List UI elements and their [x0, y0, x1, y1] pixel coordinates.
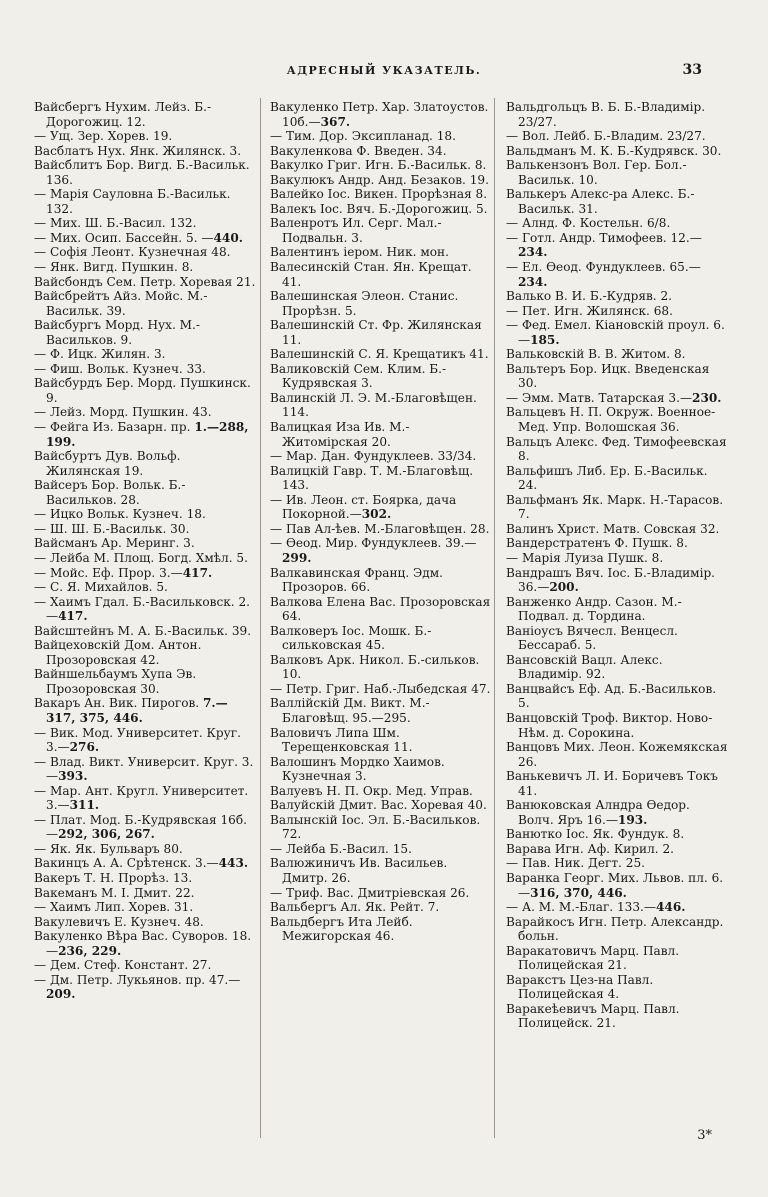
entry-text: Валкова Елена Вас. Прозоровская 64. [270, 594, 491, 624]
entry-text: Валовичъ Липа Шм. Терещенковская 11. [270, 725, 413, 755]
directory-entry [506, 129, 728, 144]
entry-text: Вальфманъ Як. Марк. Н.-Тарасов. 7. [506, 492, 724, 522]
entry-phone: 200. [549, 580, 579, 595]
directory-entry [506, 405, 728, 434]
entry-text: Вайсбрейтъ Айз. Мойс. М.-Васильк. 39. [34, 289, 208, 318]
entry-text: — Пет. Игн. Жилянск. 68. [506, 303, 673, 318]
entry-phone: 193. [617, 812, 648, 827]
directory-entry [506, 566, 728, 595]
entry-text: Вакуленкова Ф. Введен. 34. [270, 143, 447, 158]
directory-entry [34, 624, 256, 639]
directory-column-2 [270, 100, 492, 1140]
entry-text: — Лейба М. Площ. Богд. Хмѣл. 5. [34, 550, 248, 565]
entry-text: Варакеѣевичъ Марц. Павл. Полицейск. 21. [506, 1001, 680, 1031]
directory-entry [506, 536, 728, 551]
directory-entry [34, 100, 256, 129]
entry-text: — Вик. Мод. Университет. Круг. 3.— [34, 725, 241, 755]
entry-text: — Пав. Ник. Дегт. 25. [506, 856, 645, 871]
directory-entry [506, 973, 728, 1002]
directory-entry [270, 915, 492, 944]
directory-entry [506, 624, 728, 653]
directory-entry [270, 493, 492, 522]
directory-entry [270, 900, 492, 915]
entry-phone: 292, 306, 267. [58, 827, 155, 842]
entry-text: Вакуленко Вѣра Вас. Суворов. 18.— [34, 929, 252, 958]
entry-text: Вайсеръ Бор. Вольк. Б.-Васильков. 28. [34, 478, 186, 507]
directory-entry [34, 478, 256, 507]
entry-text: Ванцвайсъ Еф. Ад. Б.-Васильков. 5. [506, 681, 717, 711]
entry-text: Вакулюкъ Андр. Анд. Безаков. 19. [270, 172, 489, 187]
entry-text: — Плат. Мод. Б.-Кудрявская 16б.— [34, 812, 248, 842]
directory-entry [34, 551, 256, 566]
entry-text: Вакуленко Петр. Хар. Златоустов. 10б.— [270, 100, 489, 129]
directory-entry [34, 522, 256, 537]
entry-text: Вайсбуртъ Дув. Вольф. Жилянская 19. [34, 449, 181, 478]
directory-entry [270, 726, 492, 755]
directory-entry [34, 595, 256, 624]
entry-text: — Ив. Леон. ст. Боярка, дача Покорной.— [270, 492, 457, 522]
directory-entry [506, 900, 728, 915]
entry-text: Вальфишъ Либ. Ер. Б.-Васильк. 24. [506, 463, 708, 493]
entry-text: Ванцовскій Троф. Виктор. Ново-Нѣм. д. Сорокина. [506, 710, 713, 740]
directory-entry [34, 420, 256, 449]
entry-text: — Софія Леонт. Кузнечная 48. [34, 245, 231, 260]
directory-entry [34, 813, 256, 842]
directory-entry [506, 144, 728, 159]
directory-entry [34, 856, 256, 871]
directory-entry [270, 595, 492, 624]
entry-text: Вакеръ Т. Н. Прорѣз. 13. [34, 870, 193, 885]
directory-entry [34, 958, 256, 973]
directory-entry [270, 347, 492, 362]
directory-entry [506, 304, 728, 319]
entry-text: — Хаимъ Гдал. Б.-Васильковск. 2.— [34, 594, 251, 624]
entry-text: — Мойс. Еф. Прор. 3.— [34, 565, 183, 580]
entry-text: Валько В. И. Б.-Кудряв. 2. [506, 289, 673, 304]
entry-text: Вандерстратенъ Ф. Пушк. 8. [506, 536, 688, 551]
directory-entry [34, 638, 256, 667]
directory-entry [506, 595, 728, 624]
entry-text: Васблатъ Нух. Янк. Жилянск. 3. [34, 143, 242, 158]
entry-text: — Өеод. Мир. Фундуклеев. 39.— [270, 536, 477, 551]
directory-entry [506, 856, 728, 871]
entry-text: — А. М. М.-Благ. 133.— [506, 900, 656, 915]
entry-phone: 234. [518, 274, 548, 289]
entry-text: — Фиш. Вольк. Кузнеч. 33. [34, 361, 206, 376]
directory-entry [270, 420, 492, 449]
entry-phone: 276. [69, 740, 100, 755]
entry-text: Варава Игн. Аф. Кирил. 2. [506, 841, 674, 856]
entry-text: — Мар. Ант. Кругл. Университет. 3.— [34, 783, 249, 813]
entry-text: Ванькевичъ Л. И. Боричевъ Токъ 41. [506, 769, 718, 798]
entry-text: Валейко Іос. Викен. Прорѣзная 8. [270, 187, 488, 202]
directory-entry [34, 566, 256, 581]
directory-entry [270, 653, 492, 682]
entry-phone: 367. [320, 114, 351, 129]
directory-entry [506, 187, 728, 216]
directory-entry [34, 871, 256, 886]
directory-entry [506, 100, 728, 129]
entry-text: Валкавинская Франц. Эдм. Прозоров. 66. [270, 565, 443, 595]
entry-text: Вакинцъ А. А. Срѣтенск. 3.— [34, 856, 219, 871]
entry-phone: 209. [46, 987, 76, 1002]
directory-entry [34, 347, 256, 362]
directory-entry [34, 900, 256, 915]
directory-entry [34, 755, 256, 784]
entry-text: Валькеръ Алекс-ра Алекс. Б.-Васильк. 31. [506, 187, 695, 216]
directory-entry [34, 886, 256, 901]
directory-entry [34, 536, 256, 551]
directory-columns [34, 100, 734, 1140]
entry-text: Вансовскій Вацл. Алекс. Владимір. 92. [506, 652, 663, 682]
directory-entry [270, 144, 492, 159]
entry-text: — Ел. Өеод. Фундуклеев. 65.— [506, 260, 701, 275]
entry-text: Вайсштейнъ М. А. Б.-Васильк. 39. [34, 623, 252, 638]
directory-entry [34, 696, 256, 725]
entry-text: — Хаимъ Лип. Хорев. 31. [34, 900, 194, 915]
entry-text: — Мих. Ш. Б.-Васил. 132. [34, 216, 197, 231]
directory-entry [34, 144, 256, 159]
directory-entry [270, 129, 492, 144]
directory-entry [270, 682, 492, 697]
entry-text: Вайсбергъ Нухим. Лейз. Б.-Дорогожиц. 12. [34, 100, 212, 129]
entry-text: — С. Я. Михайлов. 5. [34, 580, 168, 595]
directory-entry [270, 856, 492, 885]
directory-entry [34, 245, 256, 260]
directory-entry [270, 187, 492, 202]
directory-entry [34, 289, 256, 318]
entry-text: Валюжиничъ Ив. Васильев. Дмитр. 26. [270, 856, 448, 885]
entry-phone: 234. [518, 245, 548, 260]
directory-entry [506, 391, 728, 406]
entry-text: Валенротъ Ил. Серг. Мал.-Подвальн. 3. [270, 216, 442, 245]
entry-text: Вайсблитъ Бор. Вигд. Б.-Васильк. 136. [34, 158, 250, 187]
directory-entry [506, 915, 728, 944]
entry-text: — Дем. Стеф. Констант. 27. [34, 958, 212, 973]
entry-text: — Фед. Емел. Кіановскій проул. 6.— [506, 318, 725, 347]
directory-entry [506, 944, 728, 973]
entry-text: — Ицко Вольк. Кузнеч. 18. [34, 507, 206, 522]
directory-entry [270, 449, 492, 464]
entry-text: Валковъ Арк. Никол. Б.-сильков. 10. [270, 652, 480, 682]
entry-text: Валешинскій Ст. Фр. Жилянская 11. [270, 318, 482, 347]
entry-text: Валекъ Іос. Вяч. Б.-Дорогожиц. 5. [270, 201, 488, 216]
directory-entry [506, 682, 728, 711]
entry-text: — Янк. Вигд. Пушкин. 8. [34, 260, 194, 275]
entry-phone: 311. [69, 798, 100, 813]
entry-text: Валуйскій Дмит. Вас. Хоревая 40. [270, 798, 487, 813]
directory-entry [34, 362, 256, 377]
entry-text: Ваніоусъ Вячесл. Венцесл. Бессараб. 5. [506, 623, 678, 653]
entry-text: Вакаръ Ан. Вик. Пирогов. [34, 696, 203, 711]
entry-text: Варакстъ Цез-на Павл. Полицейская 4. [506, 972, 654, 1002]
directory-entry [506, 798, 728, 827]
directory-entry [506, 158, 728, 187]
entry-text: — Лейз. Морд. Пушкин. 43. [34, 405, 212, 420]
directory-entry [34, 915, 256, 930]
directory-entry [270, 886, 492, 901]
directory-entry [506, 231, 728, 260]
entry-text: Валуевъ Н. П. Окр. Мед. Управ. [270, 783, 473, 798]
directory-entry [34, 231, 256, 246]
entry-text: — Мих. Осип. Бассейн. 5. — [34, 230, 214, 245]
entry-text: — Эмм. Матв. Татарская 3.— [506, 390, 693, 405]
directory-entry [506, 769, 728, 798]
entry-phone: 417. [182, 565, 213, 580]
entry-text: Варайкосъ Игн. Петр. Александр. больн. [506, 914, 724, 944]
directory-entry [506, 318, 728, 347]
entry-text: Валешинская Элеон. Станис. Прорѣзн. 5. [270, 289, 459, 318]
entry-phone: 316, 370, 446. [530, 885, 627, 900]
page-number: 33 [682, 62, 702, 78]
entry-text: Вайсбондъ Сем. Петр. Хоревая 21. [34, 274, 256, 289]
entry-text: — Вол. Лейб. Б.-Владим. 23/27. [506, 129, 706, 144]
entry-text: Вальдбергъ Ита Лейб. Межигорская 46. [270, 914, 413, 944]
directory-entry [34, 507, 256, 522]
directory-entry [270, 842, 492, 857]
entry-text: Вайсбургъ Морд. Нух. М.-Васильков. 9. [34, 318, 200, 347]
entry-text: — Пав Ал-ѣев. М.-Благовѣщен. 28. [270, 521, 490, 536]
entry-text: Вакулевичъ Е. Кузнеч. 48. [34, 914, 204, 929]
entry-text: Валькензонъ Вол. Гер. Бол.-Васильк. 10. [506, 158, 687, 187]
page-header [0, 62, 768, 82]
entry-phone: 299. [282, 550, 312, 565]
directory-entry [506, 551, 728, 566]
entry-phone: 236, 229. [58, 943, 122, 958]
directory-entry [270, 696, 492, 725]
entry-text: Варакатовичъ Марц. Павл. Полицейская 21. [506, 943, 680, 973]
directory-entry [270, 391, 492, 420]
entry-text: — Влад. Викт. Университ. Круг. 3.— [34, 754, 254, 784]
entry-text: — Алнд. Ф. Костельн. 6/8. [506, 216, 671, 231]
directory-entry [34, 318, 256, 347]
directory-entry [506, 435, 728, 464]
directory-entry [270, 566, 492, 595]
directory-entry [506, 289, 728, 304]
entry-text: Вакеманъ М. І. Дмит. 22. [34, 885, 195, 900]
directory-entry [270, 173, 492, 188]
entry-text: Ванженко Андр. Сазон. М.-Подвал. д. Тордина. [506, 594, 682, 624]
directory-entry [34, 275, 256, 290]
directory-entry [506, 871, 728, 900]
directory-entry [34, 726, 256, 755]
directory-entry [270, 624, 492, 653]
entry-text: Варанка Георг. Мих. Львов. пл. 6.— [506, 870, 724, 900]
running-title: АДРЕСНЫЙ УКАЗАТЕЛЬ. [286, 64, 482, 77]
entry-text: Вайсманъ Ар. Меринг. 3. [34, 536, 195, 551]
directory-entry [270, 755, 492, 784]
directory-entry [506, 827, 728, 842]
directory-entry [270, 245, 492, 260]
entry-text: Валковеръ Іос. Мошк. Б.-сильковская 45. [270, 623, 432, 653]
entry-text: Валентинъ іером. Ник. мон. [270, 245, 449, 260]
directory-entry [270, 536, 492, 565]
entry-text: — Марія Луиза Пушк. 8. [506, 550, 664, 565]
entry-text: — Ш. Ш. Б.-Васильк. 30. [34, 521, 190, 536]
entry-text: Валицкая Иза Ив. М.-Житомірская 20. [270, 420, 410, 449]
entry-text: — Тим. Дор. Эксипланад. 18. [270, 129, 456, 144]
entry-text: Вандрашъ Вяч. Іос. Б.-Владимір. 36.— [506, 565, 716, 595]
directory-entry [270, 464, 492, 493]
directory-entry [270, 522, 492, 537]
directory-entry [270, 362, 492, 391]
directory-entry [270, 158, 492, 173]
entry-text: Вакулко Григ. Игн. Б.-Васильк. 8. [270, 158, 487, 173]
entry-text: — Як. Як. Бульваръ 80. [34, 841, 183, 856]
directory-column-1 [34, 100, 256, 1140]
entry-text: Валынскій Іос. Эл. Б.-Васильков. 72. [270, 812, 481, 842]
entry-text: Валесинскій Стан. Ян. Крещат. 41. [270, 260, 472, 289]
directory-entry [270, 202, 492, 217]
directory-entry [506, 522, 728, 537]
directory-entry [270, 784, 492, 799]
directory-entry [34, 376, 256, 405]
entry-text: — Триф. Вас. Дмитріевская 26. [270, 885, 470, 900]
entry-text: — Петр. Григ. Наб.-Лыбедская 47. [270, 681, 491, 696]
entry-text: Валицкій Гавр. Т. М.-Благовѣщ. 143. [270, 463, 474, 493]
directory-entry [34, 449, 256, 478]
entry-text: — Готл. Андр. Тимофеев. 12.— [506, 230, 702, 245]
directory-entry [506, 260, 728, 289]
entry-text: Валинскій Л. Э. М.-Благовѣщен. 114. [270, 390, 477, 420]
directory-entry [270, 813, 492, 842]
entry-text: — Лейба Б.-Васил. 15. [270, 841, 412, 856]
entry-text: Вальковскій В. В. Житом. 8. [506, 347, 686, 362]
entry-text: Ванюковская Алндра Өедор. Волч. Яръ 16.— [506, 798, 690, 827]
entry-text: Вальдманъ М. К. Б.-Кудрявск. 30. [506, 143, 722, 158]
entry-text: Вальбергъ Ал. Як. Рейт. 7. [270, 900, 440, 915]
directory-entry [34, 667, 256, 696]
entry-phone: 393. [58, 769, 88, 784]
directory-entry [270, 216, 492, 245]
entry-text: Вальцъ Алекс. Фед. Тимофеевская 8. [506, 434, 727, 464]
entry-text: Вальдгольцъ В. Б. Б.-Владимір. 23/27. [506, 100, 706, 129]
directory-entry [34, 260, 256, 275]
entry-text: Вайншельбаумъ Хупа Эв. Прозоровская 30. [34, 667, 197, 696]
entry-text: Вайсбурдъ Бер. Морд. Пушкинск. 9. [34, 376, 251, 405]
entry-text: — Ущ. Зер. Хорев. 19. [34, 129, 173, 144]
entry-phone: 230. [692, 390, 722, 405]
entry-text: Ванцовъ Мих. Леон. Кожемякская 26. [506, 740, 728, 769]
directory-entry [270, 260, 492, 289]
entry-text: Вайцеховскій Дом. Антон. Прозоровская 42. [34, 638, 202, 667]
entry-text: — Мар. Дан. Фундуклеев. 33/34. [270, 449, 477, 464]
directory-entry [34, 158, 256, 187]
entry-phone: 1.—288, 199. [46, 420, 249, 449]
entry-text: — Фейга Из. Базарн. пр. [34, 420, 195, 435]
entry-text: Вальцевъ Н. П. Окруж. Военное-Мед. Упр. Волошская 36. [506, 405, 716, 435]
directory-entry [34, 216, 256, 231]
entry-phone: 446. [656, 900, 686, 915]
entry-phone: 417. [58, 609, 88, 624]
entry-phone: 440. [213, 230, 243, 245]
directory-entry [270, 318, 492, 347]
entry-text: Ванютко Іос. Як. Фундук. 8. [506, 827, 685, 842]
directory-entry [506, 740, 728, 769]
entry-text: — Марія Сауловна Б.-Васильк. 132. [34, 187, 231, 216]
directory-entry [34, 929, 256, 958]
directory-entry [34, 405, 256, 420]
entry-text: Валлійскій Дм. Викт. М.-Благовѣщ. 95.—295. [270, 696, 430, 725]
entry-text: Валиковскій Сем. Клим. Б.-Кудрявская 3. [270, 361, 447, 391]
entry-text: — Ф. Ицк. Жилян. 3. [34, 347, 166, 362]
entry-text: Валошинъ Мордко Хаимов. Кузнечная 3. [270, 754, 445, 784]
entry-text: Вальтеръ Бор. Ицк. Введенская 30. [506, 361, 710, 391]
directory-entry [270, 289, 492, 318]
signature-mark: 3* [697, 1128, 712, 1143]
entry-phone: 302. [361, 507, 392, 522]
directory-entry [506, 493, 728, 522]
directory-entry [34, 187, 256, 216]
directory-entry [34, 784, 256, 813]
directory-entry [34, 973, 256, 1002]
entry-text: Валешинскій С. Я. Крещатикъ 41. [270, 347, 489, 362]
directory-entry [34, 129, 256, 144]
directory-entry [506, 464, 728, 493]
directory-entry [506, 347, 728, 362]
entry-phone: 185. [530, 332, 560, 347]
directory-entry [506, 1002, 728, 1031]
entry-text: — Дм. Петр. Лукьянов. пр. 47.— [34, 972, 241, 987]
directory-entry [506, 216, 728, 231]
directory-entry [506, 653, 728, 682]
entry-phone: 7.—317, 375, 446. [46, 696, 228, 725]
directory-entry [34, 580, 256, 595]
entry-text: Валинъ Христ. Матв. Совская 32. [506, 521, 720, 536]
directory-entry [270, 798, 492, 813]
directory-entry [506, 711, 728, 740]
directory-entry [270, 100, 492, 129]
directory-entry [34, 842, 256, 857]
entry-phone: 443. [218, 856, 249, 871]
directory-entry [506, 362, 728, 391]
directory-column-3 [506, 100, 728, 1140]
directory-entry [506, 842, 728, 857]
